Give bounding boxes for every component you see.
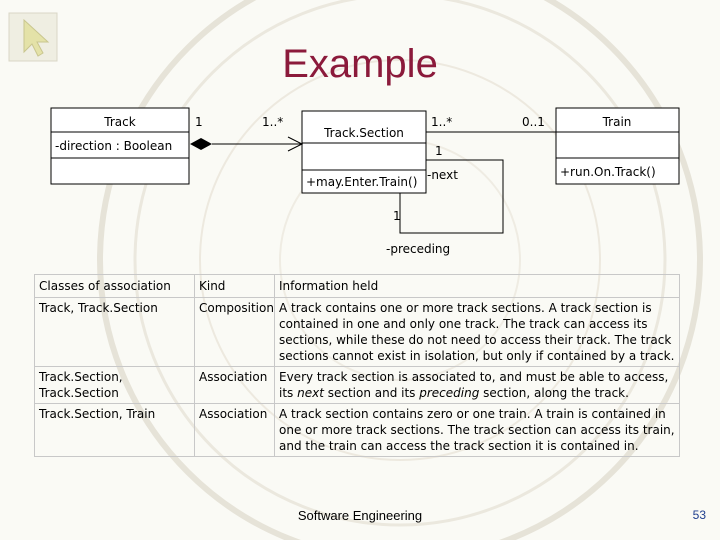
row-kind: Association: [195, 367, 275, 404]
row-classes: Track.Section, Train: [35, 404, 195, 457]
table-row: [35, 404, 680, 457]
association-table: [34, 274, 680, 457]
row-info: A track contains one or more track sections. A track section is contained in one and only one track. The track can access its sections, while these do not need to access their track. The track sections cannot exist in isolation, but only if contained by a track.: [275, 298, 680, 367]
preceding-role: -preceding: [386, 242, 451, 256]
track-section-class-name: Track.Section: [324, 126, 404, 140]
track-section-multiplicity-right: 1..*: [431, 115, 453, 129]
table-row: [35, 298, 680, 367]
row-info-emphasis-preceding: preceding: [419, 386, 480, 400]
composition-association: [190, 115, 302, 151]
row-info-part: Every track section is associated to, and must be able to access, its: [279, 370, 669, 400]
train-class-name: Train: [602, 115, 632, 129]
track-section-class: [302, 111, 426, 193]
next-multiplicity: 1: [435, 144, 443, 158]
track-class-attribute: -direction : Boolean: [55, 139, 173, 153]
row-kind: Association: [195, 404, 275, 457]
slide-title: Example: [282, 42, 438, 86]
row-info: A track section contains zero or one train. A train is contained in one or more track sections. The track section can access its train, and the train can access the track section it is contained in.: [275, 404, 680, 457]
track-section-operation: +may.Enter.Train(): [306, 175, 418, 189]
row-kind: Composition: [195, 298, 275, 367]
train-operation: +run.On.Track(): [560, 165, 656, 179]
page-number: 53: [692, 508, 706, 522]
row-info-part: section and its: [323, 386, 420, 400]
train-multiplicity: 0..1: [522, 115, 545, 129]
row-info: [275, 367, 680, 404]
composition-diamond-icon: [190, 138, 212, 150]
table-row: [35, 367, 680, 404]
row-classes: Track, Track.Section: [35, 298, 195, 367]
row-info-part: section, along the track.: [479, 386, 629, 400]
row-info-emphasis-next: next: [297, 386, 324, 400]
row-classes: Track.Section, Track.Section: [35, 367, 195, 404]
track-section-multiplicity-left: 1..*: [262, 115, 284, 129]
slide-footer: Software Engineering: [297, 508, 423, 523]
table-header-row: [35, 275, 680, 298]
next-role: -next: [427, 168, 458, 182]
track-class-name: Track: [104, 115, 136, 129]
track-class: [51, 108, 189, 184]
header-kind: Kind: [195, 275, 275, 298]
track-multiplicity: 1: [195, 115, 203, 129]
train-association: [426, 115, 556, 132]
preceding-multiplicity: 1: [393, 209, 401, 223]
header-classes: Classes of association: [35, 275, 195, 298]
header-info: Information held: [275, 275, 680, 298]
train-class: [556, 108, 679, 184]
